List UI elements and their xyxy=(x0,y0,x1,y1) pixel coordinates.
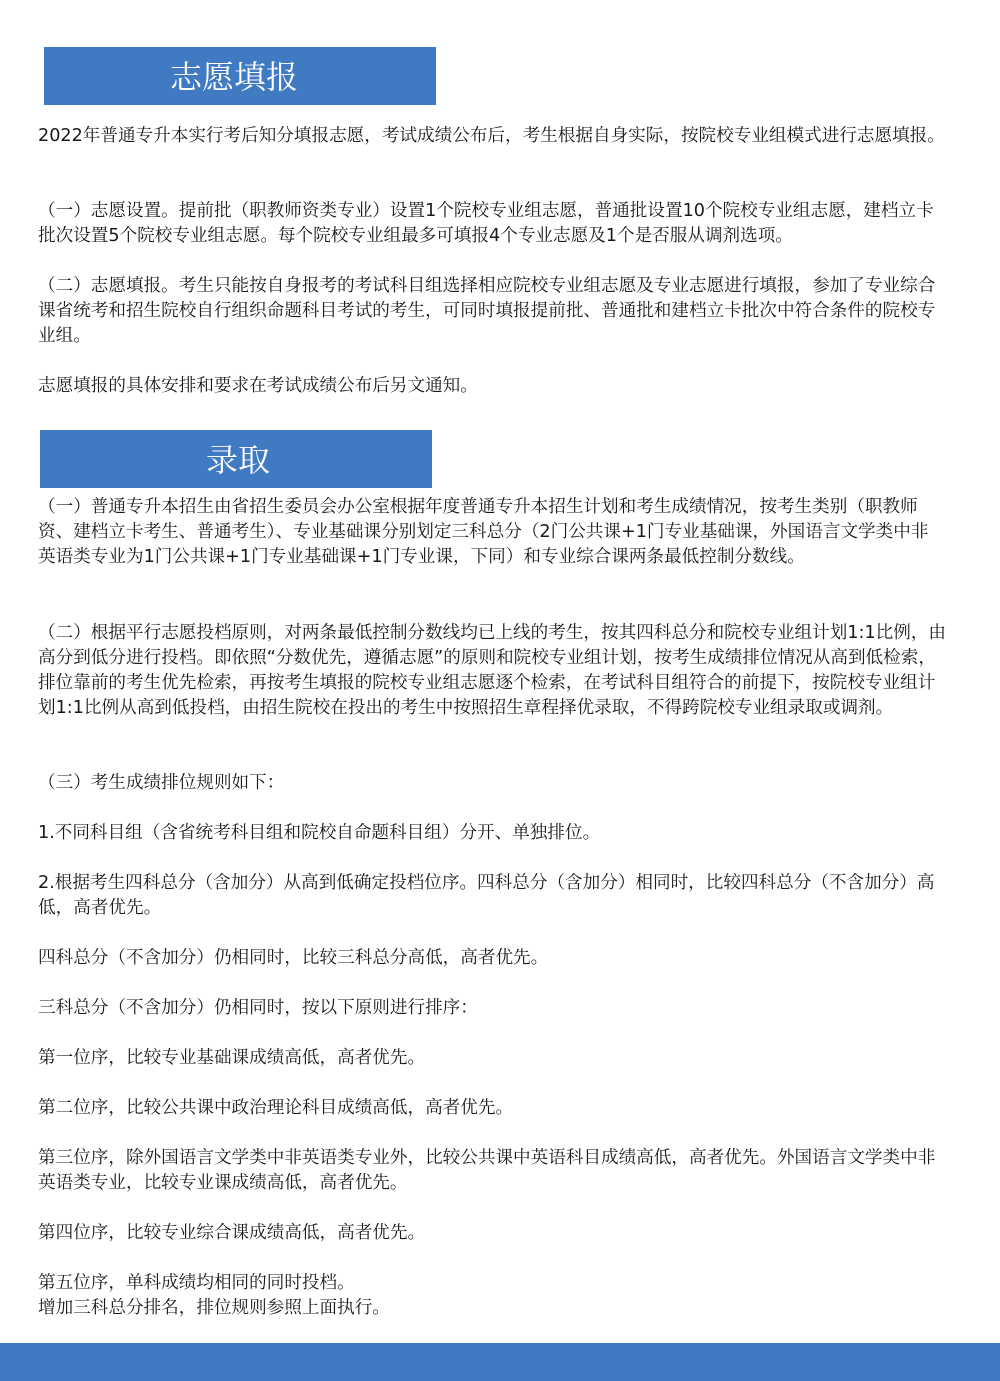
paragraph: （一）普通专升本招生由省招生委员会办公室根据年度普通专升本招生计划和考生成绩情况，按考生类别（职教师资、建档立卡考生、普通考生）、专业基础课分别划定三科总分（2门公共课+1门专业基础课，外国语言文学类中非英语类专业为1门公共课+1门专业基础课+1门专业课，下同）和专业综合课两条最低控制分数线。 xyxy=(38,497,929,567)
paragraph: 1.不同科目组（含省统考科目组和院校自命题科目组）分开、单独排位。 xyxy=(38,823,601,843)
paragraph: 2022年普通专升本实行考后知分填报志愿，考试成绩公布后，考生根据自身实际，按院校专业组模式进行志愿填报。 xyxy=(38,126,945,146)
paragraph: （二）志愿填报。考生只能按自身报考的考试科目组选择相应院校专业组志愿及专业志愿进行填报，参加了专业综合课省统考和招生院校自行组织命题科目考试的考生，可同时填报提前批、普通批和建档立卡批次中符合条件的院校专业组。 xyxy=(38,276,936,346)
section-title-zhiyuan-tianbao: 志愿填报 xyxy=(44,47,436,105)
paragraph: 四科总分（不含加分）仍相同时，比较三科总分高低，高者优先。 xyxy=(38,948,549,968)
paragraph: 志愿填报的具体安排和要求在考试成绩公布后另文通知。 xyxy=(38,376,478,396)
paragraph: 第三位序，除外国语言文学类中非英语类专业外，比较公共课中英语科目成绩高低，高者优先。外国语言文学类中非英语类专业，比较专业课成绩高低，高者优先。 xyxy=(38,1148,936,1193)
paragraph: （二）根据平行志愿投档原则，对两条最低控制分数线均已上线的考生，按其四科总分和院校专业组计划1:1比例，由高分到低分进行投档。即依照“分数优先，遵循志愿”的原则和院校专业组计划，按考生成绩排位情况从高到低检索，排位靠前的考生优先检索，再按考生填报的院校专业组志愿逐个检索，在考试科目组符合的前提下，按院校专业组计划1:1比例从高到低投档，由招生院校在投出的考生中按照招生章程择优录取，不得跨院校专业组录取或调剂。 xyxy=(38,623,947,718)
paragraph: （一）志愿设置。提前批（职教师资类专业）设置1个院校专业组志愿，普通批设置10个院校专业组志愿，建档立卡批次设置5个院校专业组志愿。每个院校专业组最多可填报4个专业志愿及1个是否服从调剂选项。 xyxy=(38,201,934,246)
paragraph: 增加三科总分排名，排位规则参照上面执行。 xyxy=(38,1298,390,1318)
paragraph: 三科总分（不含加分）仍相同时，按以下原则进行排序： xyxy=(38,998,478,1018)
footer-bar xyxy=(0,1343,1000,1381)
paragraph: 第四位序，比较专业综合课成绩高低，高者优先。 xyxy=(38,1223,426,1243)
paragraph: 2.根据考生四科总分（含加分）从高到低确定投档位序。四科总分（含加分）相同时，比较四科总分（不含加分）高低，高者优先。 xyxy=(38,873,935,918)
paragraph: 第五位序，单科成绩均相同的同时投档。 xyxy=(38,1273,355,1293)
section-title-luqu: 录取 xyxy=(40,430,432,488)
paragraph: 第二位序，比较公共课中政治理论科目成绩高低，高者优先。 xyxy=(38,1098,514,1118)
paragraph: 第一位序，比较专业基础课成绩高低，高者优先。 xyxy=(38,1048,426,1068)
paragraph: （三）考生成绩排位规则如下： xyxy=(38,773,285,793)
